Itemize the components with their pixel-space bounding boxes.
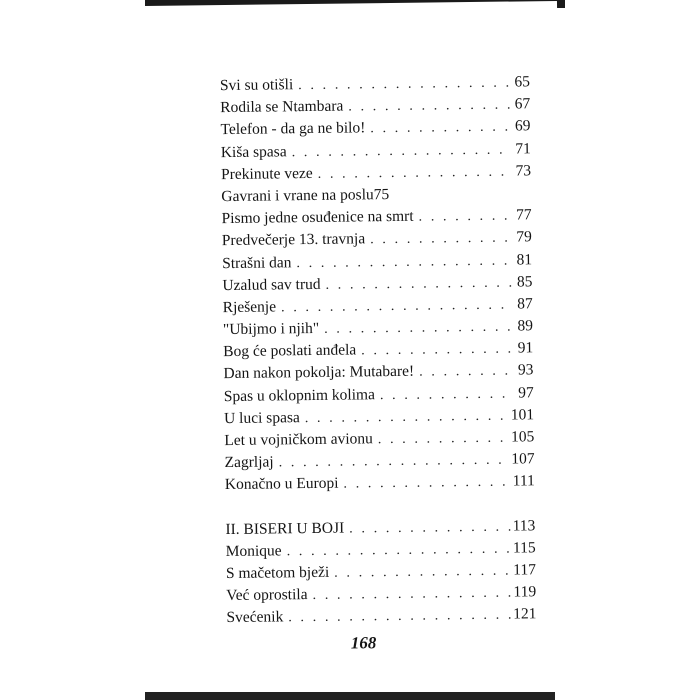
toc-entry-page: 115 xyxy=(512,539,536,557)
toc-entry-title: Bog će poslati anđela xyxy=(223,341,357,361)
book-page xyxy=(145,1,565,694)
toc-entry-title: Telefon - da ga ne bilo! xyxy=(220,119,366,139)
toc-entry-page: 65 xyxy=(514,73,531,91)
dot-leader xyxy=(370,117,510,141)
page-number: 168 xyxy=(350,633,377,653)
toc-entry-page: 67 xyxy=(514,95,531,113)
toc-entry-page: 69 xyxy=(514,117,531,135)
toc-entry-title: Prekinute veze xyxy=(220,164,313,183)
toc-entry-page: 79 xyxy=(516,228,532,246)
toc-entry-title: Uzalud sav trud xyxy=(222,275,321,294)
toc-entry-page: 107 xyxy=(511,450,535,468)
toc-entry-title: Let u vojničkom avionu xyxy=(224,430,373,450)
toc-entry-page: 111 xyxy=(512,472,535,490)
toc-entry-page: 77 xyxy=(515,206,532,224)
toc-entry-page: 105 xyxy=(510,428,535,446)
toc-entry-page: 73 xyxy=(515,162,532,180)
dot-leader xyxy=(288,605,511,630)
toc-section-title: II. BISERI U BOJI xyxy=(225,519,345,538)
toc-entry-title: Svi su otišli xyxy=(219,76,294,95)
toc-entry-title: Monique xyxy=(225,542,282,560)
toc-entry-page: 101 xyxy=(510,406,535,424)
toc-entry-title: U luci spasa xyxy=(223,408,300,427)
toc-entry-page: 87 xyxy=(517,295,533,313)
toc-entry-title: Konačno u Europi xyxy=(224,475,339,494)
toc-entry-title: Zagrljaj xyxy=(224,453,274,472)
toc-entry-title: Svećenik xyxy=(226,608,284,627)
toc-entry-title: Već oprostila xyxy=(226,586,308,605)
toc-entry-page: 89 xyxy=(517,317,534,335)
toc-entry-title: Gavrani i vrane na poslu75 xyxy=(221,185,390,206)
toc-entry-page: 117 xyxy=(513,561,537,579)
toc-entry-title: Rodila se Ntambara xyxy=(220,97,344,117)
dot-leader xyxy=(370,228,512,252)
book-bottom-edge xyxy=(145,692,555,700)
dot-leader xyxy=(419,361,514,384)
dot-leader xyxy=(361,339,513,363)
toc-entry-page: 91 xyxy=(517,339,534,357)
dot-leader xyxy=(378,428,509,452)
toc-entry-title: "Ubijmo i njih" xyxy=(222,319,320,339)
dot-leader xyxy=(343,472,511,496)
toc-entry-page: 121 xyxy=(513,605,537,623)
toc-entry-page: 119 xyxy=(513,583,537,601)
toc-entry-title: S mačetom bježi xyxy=(225,563,330,582)
toc-entry-title: Kiša spasa xyxy=(220,142,287,161)
toc-entry-title: Spas u oklopnim kolima xyxy=(223,385,375,405)
toc-entry-page: 81 xyxy=(516,250,533,268)
toc-entry-page: 97 xyxy=(518,383,534,402)
toc-entry-page: 85 xyxy=(516,272,533,291)
dot-leader xyxy=(418,206,511,229)
toc-entry-title: Strašni dan xyxy=(222,253,292,272)
toc-entry-page: 93 xyxy=(517,361,534,379)
toc-section-page: 113 xyxy=(512,516,536,535)
toc-entry-title: Rješenje xyxy=(222,298,277,316)
dot-leader xyxy=(380,383,514,407)
toc-entry xyxy=(225,471,535,497)
toc-entry-title: Dan nakon pokolja: Mutabare! xyxy=(223,363,415,383)
toc-entry-page: 71 xyxy=(515,139,531,158)
table-of-contents xyxy=(220,71,537,629)
toc-entry xyxy=(226,604,536,630)
toc-entry-title: Pismo jedne osuđenice na smrt xyxy=(221,207,414,228)
toc-entry-title: Predvečerje 13. travnja xyxy=(221,230,366,250)
